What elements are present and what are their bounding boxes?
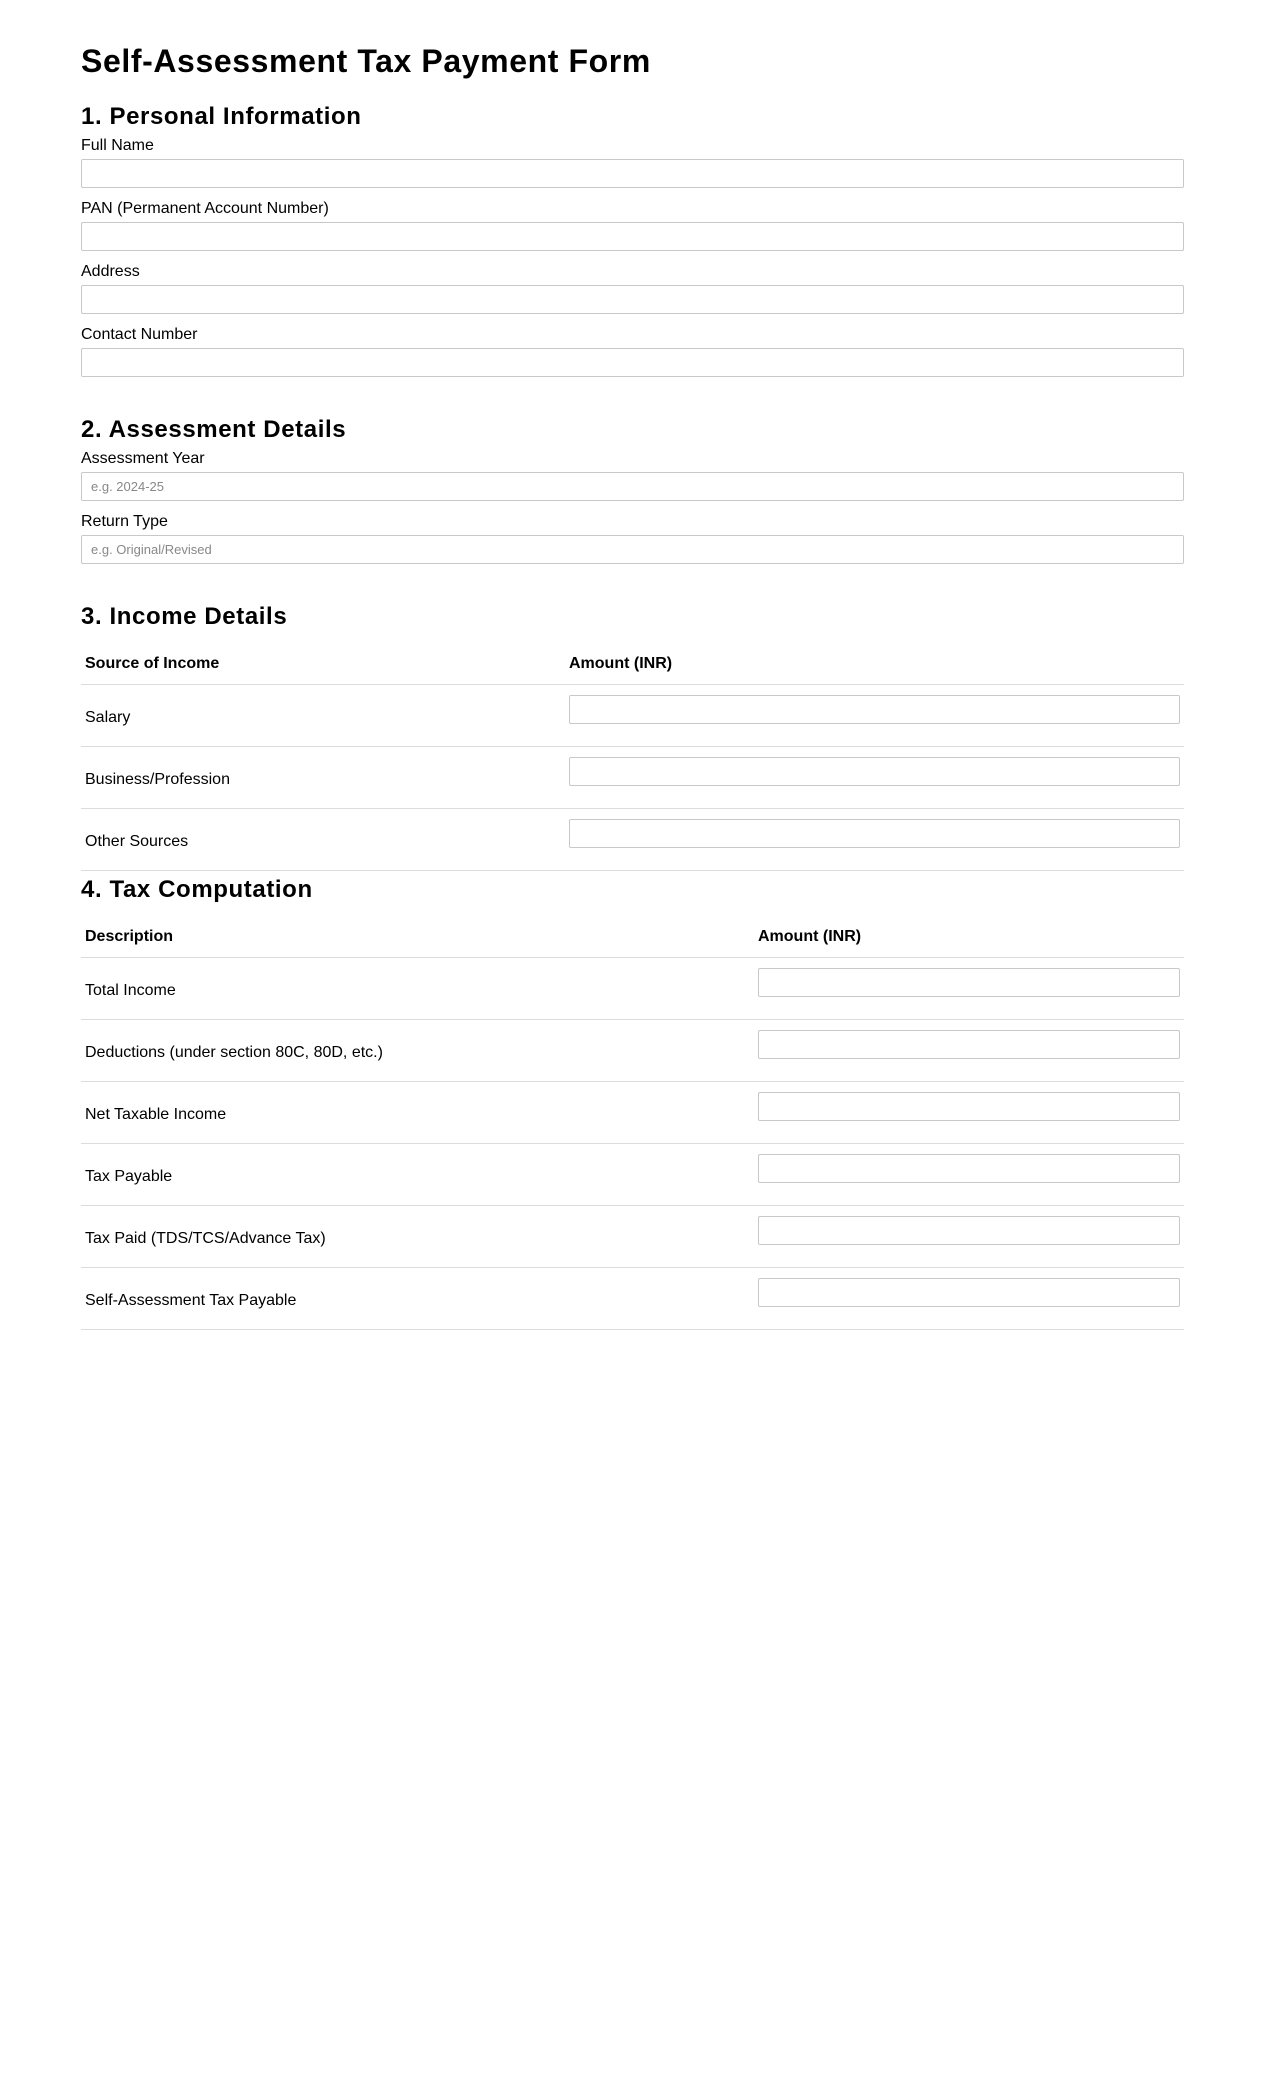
section-heading-income: 3. Income Details	[81, 603, 288, 630]
salary-amount-input[interactable]	[569, 695, 1180, 724]
table-row	[81, 685, 1184, 747]
form-page	[81, 0, 1184, 1309]
income-row-amount-cell	[565, 747, 1184, 809]
return-type-field-group	[81, 512, 1184, 564]
column-header-amount: Amount (INR)	[565, 644, 1184, 685]
tax-paid-input[interactable]	[758, 1216, 1180, 1245]
tax-computation-table	[81, 917, 1184, 1330]
income-details-section	[81, 602, 1184, 871]
assessment-details-section	[81, 415, 1184, 575]
assessment-year-input[interactable]	[81, 472, 1184, 501]
contact-number-input[interactable]	[81, 348, 1184, 377]
assessment-year-label: Assessment Year	[81, 450, 205, 467]
pan-label: PAN (Permanent Account Number)	[81, 200, 329, 217]
computation-row-label: Net Taxable Income	[81, 1082, 754, 1144]
income-row-amount-cell	[565, 809, 1184, 871]
table-row	[81, 1206, 1184, 1268]
pan-input[interactable]	[81, 222, 1184, 251]
income-row-amount-cell	[565, 685, 1184, 747]
page-title: Self-Assessment Tax Payment Form	[81, 43, 651, 79]
computation-row-amount-cell	[754, 1020, 1184, 1082]
total-income-input[interactable]	[758, 968, 1180, 997]
computation-row-label: Deductions (under section 80C, 80D, etc.)	[81, 1020, 754, 1082]
column-header-source: Source of Income	[81, 644, 565, 685]
table-row	[81, 747, 1184, 809]
income-row-label: Business/Profession	[81, 747, 565, 809]
computation-row-label: Self-Assessment Tax Payable	[81, 1268, 754, 1330]
section-heading-computation: 4. Tax Computation	[81, 876, 313, 903]
section-heading-personal: 1. Personal Information	[81, 103, 362, 130]
pan-field-group	[81, 199, 1184, 251]
address-input[interactable]	[81, 285, 1184, 314]
section-heading-assessment: 2. Assessment Details	[81, 416, 347, 443]
business-amount-input[interactable]	[569, 757, 1180, 786]
table-row	[81, 1268, 1184, 1330]
table-row	[81, 1082, 1184, 1144]
income-table-header	[81, 644, 1184, 685]
self-assessment-tax-payable-input[interactable]	[758, 1278, 1180, 1307]
full-name-label: Full Name	[81, 137, 154, 154]
table-row	[81, 1144, 1184, 1206]
table-row	[81, 1020, 1184, 1082]
computation-row-amount-cell	[754, 1082, 1184, 1144]
tax-payable-input[interactable]	[758, 1154, 1180, 1183]
address-field-group	[81, 262, 1184, 314]
deductions-input[interactable]	[758, 1030, 1180, 1059]
net-taxable-income-input[interactable]	[758, 1092, 1180, 1121]
other-sources-amount-input[interactable]	[569, 819, 1180, 848]
income-row-label: Salary	[81, 685, 565, 747]
computation-row-amount-cell	[754, 1268, 1184, 1330]
full-name-input[interactable]	[81, 159, 1184, 188]
return-type-label: Return Type	[81, 513, 168, 530]
computation-row-label: Tax Payable	[81, 1144, 754, 1206]
income-table	[81, 644, 1184, 871]
return-type-input[interactable]	[81, 535, 1184, 564]
address-label: Address	[81, 263, 140, 280]
contact-number-label: Contact Number	[81, 326, 198, 343]
computation-row-amount-cell	[754, 1144, 1184, 1206]
computation-row-label: Total Income	[81, 958, 754, 1020]
personal-information-section-body	[81, 102, 1184, 388]
computation-row-amount-cell	[754, 958, 1184, 1020]
computation-row-amount-cell	[754, 1206, 1184, 1268]
tax-computation-section	[81, 875, 1184, 1330]
computation-table-header	[81, 917, 1184, 958]
assessment-year-field-group	[81, 449, 1184, 501]
income-row-label: Other Sources	[81, 809, 565, 871]
full-name-field-group	[81, 136, 1184, 188]
computation-row-label: Tax Paid (TDS/TCS/Advance Tax)	[81, 1206, 754, 1268]
table-row	[81, 958, 1184, 1020]
column-header-amount: Amount (INR)	[754, 917, 1184, 958]
column-header-description: Description	[81, 917, 754, 958]
contact-number-field-group	[81, 325, 1184, 377]
table-row	[81, 809, 1184, 871]
